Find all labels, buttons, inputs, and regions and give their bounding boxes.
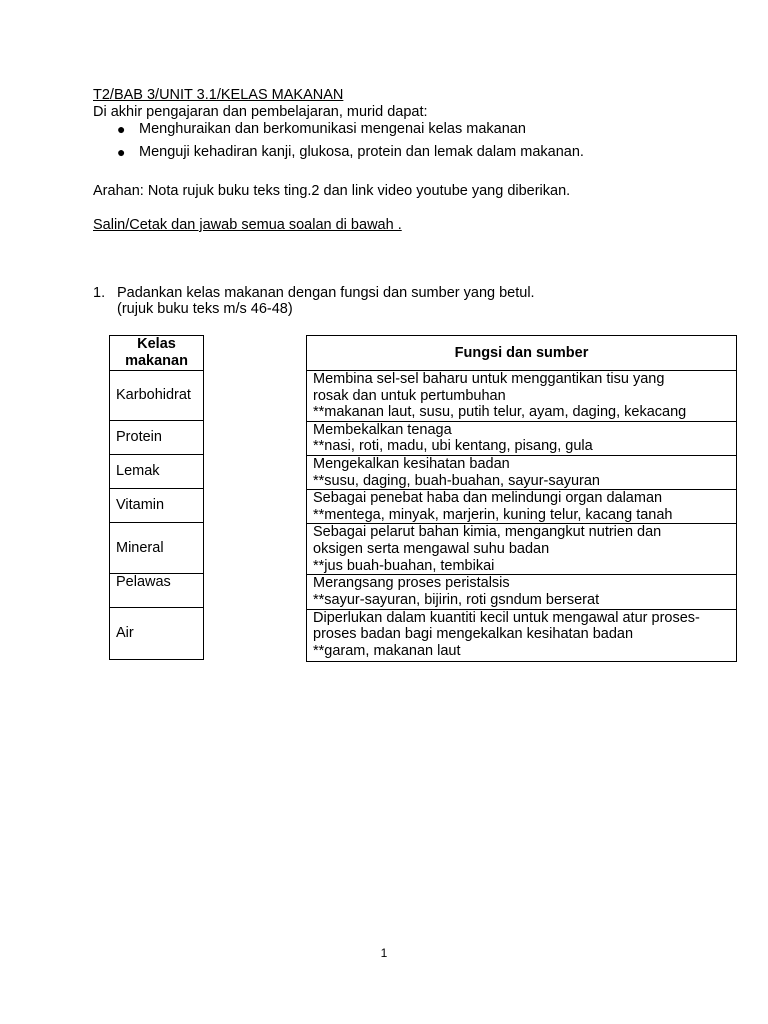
table-cell: Air [110, 608, 204, 660]
table-row [110, 608, 204, 660]
question-number: 1. [93, 285, 106, 301]
page-number: 1 [380, 946, 388, 960]
table-cell: Karbohidrat [110, 371, 204, 421]
table-row [307, 609, 737, 661]
fungsi-sumber-table [306, 335, 737, 662]
table-row [307, 455, 737, 489]
table-row [307, 490, 737, 524]
table-cell: Vitamin [110, 489, 204, 523]
table-row [110, 489, 204, 523]
table-cell: Protein [110, 421, 204, 455]
intro-text: Di akhir pengajaran dan pembelajaran, murid dapat: [93, 104, 428, 120]
table-cell: Membina sel-sel baharu untuk menggantikan tisu yang rosak dan untuk pertumbuhan **makanan laut, susu, putih telur, ayam, daging, kekacang [307, 371, 737, 422]
objective-text: Menguji kehadiran kanji, glukosa, protein dan lemak dalam makanan. [139, 144, 584, 160]
table-cell: Mineral [110, 523, 204, 574]
task-instruction: Salin/Cetak dan jawab semua soalan di bawah . [93, 217, 402, 233]
table-row [110, 574, 204, 608]
table-row [307, 371, 737, 422]
question-reference: (rujuk buku teks m/s 46-48) [117, 301, 293, 317]
table-cell: Membekalkan tenaga **nasi, roti, madu, ubi kentang, pisang, gula [307, 421, 737, 455]
table-header-row [110, 336, 204, 371]
bullet-icon: ● [117, 121, 126, 137]
table-row [110, 371, 204, 421]
table-row [307, 575, 737, 609]
objectives-list [113, 121, 584, 167]
table-row [307, 421, 737, 455]
table-cell: Diperlukan dalam kuantiti kecil untuk mengawal atur proses- proses badan bagi mengekalkan kesihatan badan **garam, makanan laut [307, 609, 737, 661]
table-row [110, 523, 204, 574]
table-header-row [307, 336, 737, 371]
table-row [307, 524, 737, 575]
table-row [110, 455, 204, 489]
table-row [110, 421, 204, 455]
table-cell: Pelawas [110, 574, 204, 608]
table-cell: Lemak [110, 455, 204, 489]
bullet-icon: ● [117, 144, 126, 160]
table-cell: Sebagai penebat haba dan melindungi organ dalaman **mentega, minyak, marjerin, kuning telur, kacang tanah [307, 490, 737, 524]
kelas-makanan-table [109, 335, 204, 660]
table-header: Fungsi dan sumber [307, 336, 737, 371]
question-text: Padankan kelas makanan dengan fungsi dan sumber yang betul. [117, 285, 535, 301]
instructions-text: Arahan: Nota rujuk buku teks ting.2 dan link video youtube yang diberikan. [93, 183, 571, 199]
table-cell: Sebagai pelarut bahan kimia, mengangkut nutrien dan oksigen serta mengawal suhu badan **jus buah-buahan, tembikai [307, 524, 737, 575]
question-1 [93, 285, 535, 317]
list-item [113, 121, 584, 138]
list-item [113, 144, 584, 161]
table-cell: Merangsang proses peristalsis **sayur-sayuran, bijirin, roti gsndum berserat [307, 575, 737, 609]
table-cell: Mengekalkan kesihatan badan **susu, daging, buah-buahan, sayur-sayuran [307, 455, 737, 489]
table-header: Kelas makanan [110, 336, 204, 371]
objective-text: Menghuraikan dan berkomunikasi mengenai kelas makanan [139, 121, 526, 137]
page-title: T2/BAB 3/UNIT 3.1/KELAS MAKANAN [93, 87, 344, 103]
